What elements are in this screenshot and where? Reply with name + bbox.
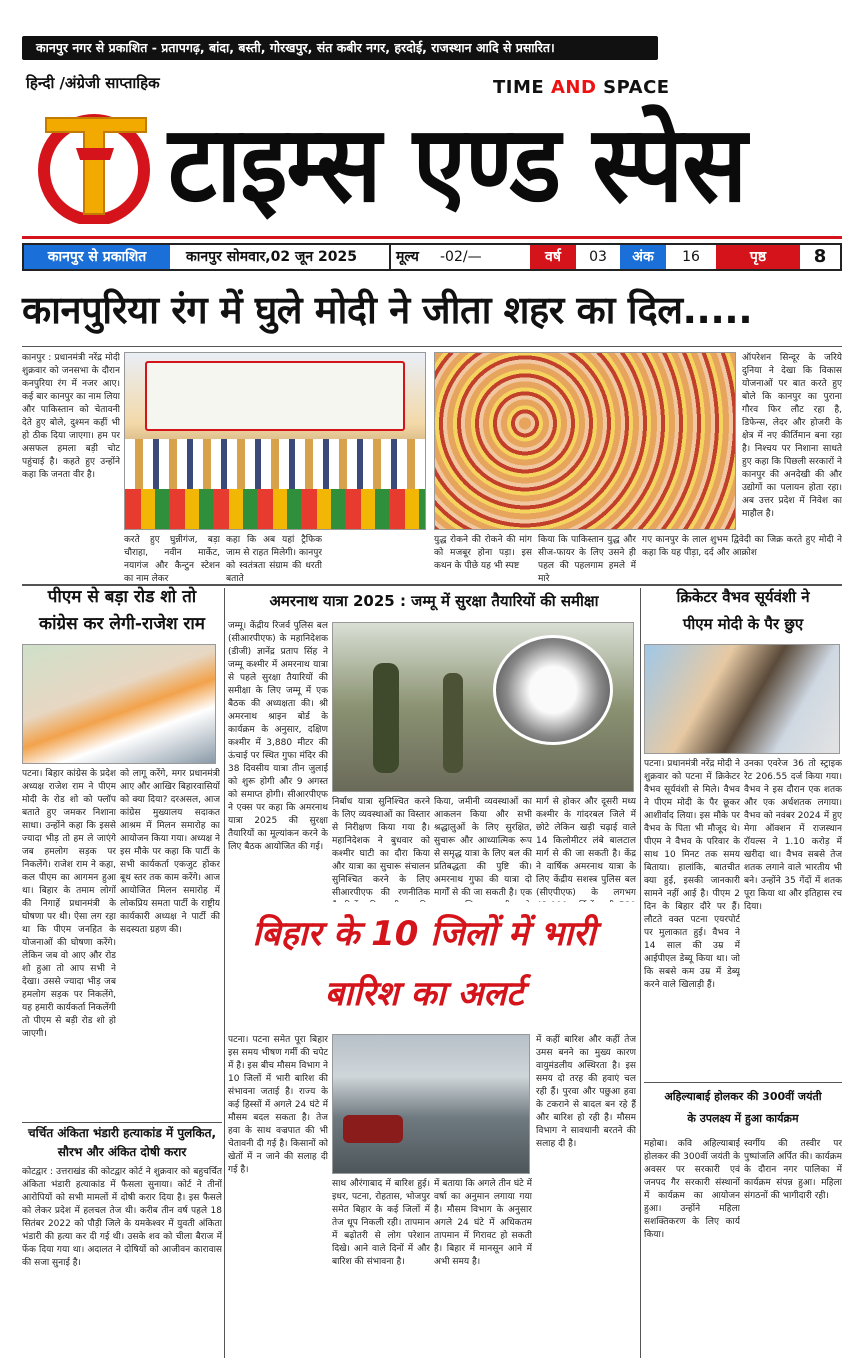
lead-col-4: युद्ध रोकने की रोकने की मांग को मजबूर होना पड़ा। इस कथन के पीछे यह भी स्पष्ट bbox=[434, 535, 532, 571]
ahilya-col-1: महोबा। कवि अहिल्याबाई होलकर की 300वीं जयंती के अवसर पर सरकारी एवं जनपद गैर सरकारी संस्थानों में कार्यक्रम का आयोजन हुआ। उन्होंने महिला सशक्तिकरण के लिए कार्य किया। bbox=[644, 1139, 740, 1240]
english-name-and: AND bbox=[550, 77, 597, 98]
lead-photo-rally-stage bbox=[124, 352, 426, 530]
english-name-time: TIME bbox=[493, 77, 551, 98]
page-value: 8 bbox=[813, 246, 827, 267]
vaibhav-title-line-2: पीएम मोदी के पैर छुए bbox=[682, 615, 804, 633]
lead-rule bbox=[22, 346, 842, 347]
ankita-title-line-2: सौरभ और अंकित दोषी करार bbox=[57, 1145, 187, 1159]
ankita-title-line-1: चर्चित अंकिता भंडारी हत्याकांड में पुलकित, bbox=[27, 1126, 216, 1140]
ankita-body: कोटद्वार : उत्तराखंड की कोटद्वार कोर्ट ने शुक्रवार को बहुचर्चित अंकिता भंडारी हत्याकांड में फैसला सुनाया। कोर्ट ने तीनों आरोपियों को सभी मामलों में दोषी करार दिया है। इस फैसले को लेकर प्रदेश में हलचल तेज थी। करीब तीन वर्ष पहले 18 सितंबर 2022 को पौड़ी जिले के यमकेश्वर में युवती अंकिता भंडारी की हत्या कर दी गई थी। उसके शव को चीला बैराज में फेंक दिया गया था। अदालत ने दोषियों को आजीवन कारावास की सजा सुनाई है। bbox=[22, 1167, 222, 1268]
lead-col-1: कानपुर : प्रधानमंत्री नरेंद्र मोदी शुक्रवार को जनसभा के दौरान कनपुरिया रंग में नजर आए। कई बार कानपुर का नाम लिया और पाकिस्तान को चेतावनी देते हुए बोले, दुश्मन कहीं भी हो ठीक दिया जाएगा। हम पर असफल हमला बड़ी चोट पहुंचाई है। कहते हुए उन्होंने कहा कि जनता वीर है। bbox=[22, 353, 120, 480]
masthead-title: टाइम्स एण्ड स्पेस bbox=[168, 102, 747, 226]
bihar-title bbox=[228, 904, 620, 1030]
english-name-space: SPACE bbox=[596, 77, 670, 98]
bihar-rain-photo bbox=[332, 1034, 530, 1174]
info-divider bbox=[389, 245, 391, 269]
top-bar: कानपुर नगर से प्रकाशित - प्रतापगढ़, बांदा, बस्ती, गोरखपुर, संत कबीर नगर, हरदोई, राजस्थान आदि से प्रसारित। bbox=[22, 36, 658, 60]
col-divider-left bbox=[224, 588, 225, 1358]
rajesh-photo bbox=[22, 644, 216, 764]
page-label: पृष्ठ bbox=[716, 245, 800, 269]
amarnath-col-4: मार्ग से होकर और दूसरी मध्य कश्मीर के गांदरबल जिले में छोटे लेकिन खड़ी चढ़ाई वाले 14 किलोमीटर लंबे बालटाल मार्ग से की जा सकती है। केंद्र ने वार्षिक अमरनाथ यात्रा के लिए केंद्रीय सशस्त्र पुलिस बल (सीएपीएफ) के लगभग bbox=[536, 797, 636, 898]
stage-banner bbox=[145, 361, 405, 431]
price-value: -02/— bbox=[440, 249, 482, 265]
ahilya-title-line-1: अहिल्याबाई होलकर की 300वीं जयंती bbox=[664, 1090, 822, 1103]
issue-label: अंक bbox=[620, 245, 666, 269]
lead-headline: कानपुरिया रंग में घुले मोदी ने जीता शहर का दिल..... bbox=[22, 288, 753, 332]
lead-col-2: करते हुए घुन्नीगंज, बड़ा चौराहा, नवीन मार्केट, नयागंज और कैन्टुन स्टेशन का नाम लेकर bbox=[124, 535, 220, 584]
ahilya-title-line-2: के उपलक्ष्य में हुआ कार्यक्रम bbox=[687, 1112, 799, 1125]
amarnath-col-2: निर्बाध यात्रा सुनिश्चित करने के लिए व्यवस्थाओं का विस्तार से निरीक्षण किया गया है। महानिदेशक ने बुधवार को कश्मीर घाटी का दौरा किया और यात्रा का सुचारू संचालन सुनिश्चित करने के लिए सीआरपीएफ की रणनीतिक bbox=[332, 797, 430, 898]
weekly-label: हिन्दी /अंग्रेजी साप्ताहिक bbox=[26, 74, 160, 92]
bihar-col-2: साथ औरंगाबाद में बारिश हुई। इधर, पटना, रोहतास, भोजपुर समेत बिहार के कई जिलों में तेज धूप निकली रही। तापमान में बढ़ोतरी से लोग परेशान दिखे। आने वाले दिनों में और बारिश की संभावना है। bbox=[332, 1179, 430, 1267]
rajesh-title-line-1: पीएम से बड़ा रोड शो तो bbox=[47, 587, 197, 607]
price-label: मूल्य bbox=[396, 249, 419, 265]
amarnath-photo bbox=[332, 622, 634, 792]
ahilya-rule bbox=[644, 1082, 842, 1083]
lead-col-5: किया कि पाकिस्तान युद्ध और सीज-फायर के लिए उसने ही पहल की पहलगाम हमले में मारे bbox=[538, 535, 636, 584]
bihar-col-3: में बताया कि अगले तीन घंटे में वर्षा का अनुमान लगाया गया है। मौसम विभाग के अनुसार अगले 24 घंटे में अधिकतम तापमान में गिरावट हो सकती है। बिहार में मानसून आने में अभी समय है। bbox=[434, 1179, 532, 1267]
ahilya-title bbox=[644, 1086, 842, 1134]
rajesh-col-2: को लागू करेंगे, मगर प्रधानमंत्री आए और आखिर बिहारवासियों को क्या दिया? दरअसल, आज कांग्रेस मुख्यालय सदाकत आश्रम में मिलन समारोह का आयोजन किया गया। अध्यक्ष ने इस मौके पर कहा कि पार्टी के सभी कार्यकर्ता एकजुट होकर बूथ स्तर तक काम करेंगे। आज आयोजित मिलन समारोह में लोकप्रिय समता पार्टी के राष्ट्रीय कार्यकारी अध्यक्ष ने पार्टी की सदस्यता ग्रहण की। bbox=[120, 769, 220, 935]
stage-flowers bbox=[125, 489, 425, 529]
vaibhav-col-1: पटना। प्रधानमंत्री नरेंद्र मोदी ने शुक्रवार को पटना में क्रिकेटर वैभव सूर्यवंशी से मिले। वैभव ने पीएम मोदी के पैर छूकर आशीर्वाद लिया। इस मौके पर वैभव के पिता भी मौजूद थे। पीएम ने वैभव के परिवार के साथ 10 मिनट तक समय बिताया। हालांकि, बातचीत क्या हुई, इसकी जानकारी सामने नहीं आई है। पीएम 2 दिन के बिहार दौरे पर हैं। लौटते वक्त पटना एयरपोर्ट पर मुलाकात हुई। वैभव ने 14 साल की उम्र में आईपीएल डेब्यू किया था। जो कि सबसे कम उम्र में डेब्यू करने वाले खिलाड़ी हैं। bbox=[644, 759, 740, 990]
vaibhav-col-2: उनका एवरेज 36 तो स्ट्राइक रेट 206.55 दर्ज किया गया। वैभव ने इस दौरान एक शतक और एक अर्धशतक लगाया। वैभव को नवंबर 2024 में हुए मेगा ऑक्शन में राजस्थान रॉयल्स ने 1.10 करोड़ में खरीदा था। वैभव सबसे तेज शतक लगाने वाले भारतीय भी बने। उन्होंने 35 गेंदों में शतक पूरा किया था और इतिहास रच दिया। bbox=[744, 759, 842, 912]
col-divider-right bbox=[640, 588, 641, 1358]
year-label: वर्ष bbox=[530, 245, 576, 269]
amarnath-title: अमरनाथ यात्रा 2025 : जम्मू में सुरक्षा तैयारियों की समीक्षा bbox=[269, 592, 599, 610]
lead-col-6: ऑपरेशन सिन्दूर के जरिये दुनिया ने देखा कि विकास योजनाओं पर बात करते हुए बोले कि कानपुर का पुराना गौरव फिर लौट रहा है, डिफेन्स, लेदर और होजरी के क्षेत्र में नए कीर्तिमान बना रहा है। निश्चय पर निशाना साधते हुए कहा कि पिछली सरकारों ने कानपुर की अनदेखी की और उद्योगों का पलायन होता रहा। अब उत्तर प्रदेश में निवेश का माहौल है। bbox=[742, 353, 842, 519]
lead-col-7: गए कानपुर के लाल शुभम द्विवेदी का जिक्र करते हुए मोदी ने कहा कि यह पीड़ा, दर्द और आक्रोश bbox=[642, 535, 842, 558]
amarnath-col-3: किया, जमीनी व्यवस्थाओं का आकलन किया और सभी श्रद्धालुओं के लिए सुरक्षित, सुचारू और आध्यात्मिक रूप से समृद्ध यात्रा के लिए बल की प्रतिबद्धता की पुष्टि की। अमरनाथ गुफा की यात्रा दो मार्गों से की जा सकती है। एक bbox=[434, 797, 532, 898]
issue-date: कानपुर सोमवार,02 जून 2025 bbox=[186, 249, 357, 265]
rajesh-title bbox=[22, 584, 222, 640]
issue-value: 16 bbox=[682, 249, 700, 265]
soldier-figure bbox=[373, 663, 399, 773]
ahilya-col-2: स्वर्गीय की तस्वीर पर पुष्पांजलि अर्पित की। कार्यक्रम के दौरान नगर पालिका में कार्यक्रम संपन्न हुआ। महिला संगठनों की भागीदारी रही। bbox=[744, 1139, 842, 1201]
car-figure bbox=[343, 1115, 403, 1143]
bihar-title-line-2: बारिश का अलर्ट bbox=[324, 974, 524, 1014]
newspaper-logo bbox=[36, 108, 158, 224]
vaibhav-photo bbox=[644, 644, 840, 754]
rajesh-col-1: पटना। बिहार कांग्रेस के प्रदेश अध्यक्ष राजेश राम ने पीएम मोदी के रोड शो को फ्लॉप बताते हुए जमकर निशाना साधा। उन्होंने कहा कि इससे ज्यादा भीड़ तो हम ले जाएंगे जब हमलोग सड़क पर निकलेंगे। राजेश राम ने कहा, कल पीएम का आगमन हुआ था। बिहार के तमाम लोगों की निगाहें प्रधानमंत्री के घोषणा पर थी। ऐसा लग रहा था कि पीएम जनहित के योजनाओं की घोषणा करेंगे। लेकिन जब वो आए और रोड शो हुआ तो आप सभी ने देखा। उससे ज्यादा भीड़ जब हमलोग सड़क पर निकलेंगे, यह हमारी कार्यकर्ता निकलेंगी तो पीएम से बड़ी रोड शो हो जाएगी। bbox=[22, 769, 116, 1039]
rajesh-title-line-2: कांग्रेस कर लेगी-राजेश राम bbox=[39, 614, 205, 634]
vaibhav-title-line-1: क्रिकेटर वैभव सूर्यवंशी ने bbox=[676, 588, 810, 606]
lead-col-3: कहा कि अब यहां ट्रैफिक जाम से राहत मिलेगी। कानपुर को स्वतंत्रता संग्राम की धरती बताते bbox=[226, 535, 322, 584]
stage-people bbox=[125, 439, 425, 489]
soldier-figure bbox=[443, 673, 463, 773]
bihar-col-1: पटना। पटना समेत पूरा बिहार इस समय भीषण गर्मी की चपेट में है। इस बीच मौसम विभाग ने 10 जिलों में भारी बारिश की संभावना जताई है। राज्य के कई हिस्सों में अगले 24 घंटे में मौसम बदल सकता है। तेज हवा के साथ वज्रपात की भी चेतावनी दी गई है। किसानों को खेतों में न जाने की सलाह दी गई है। bbox=[228, 1035, 328, 1175]
published-badge: कानपुर से प्रकाशित bbox=[24, 245, 170, 269]
ankita-title bbox=[22, 1124, 222, 1164]
bihar-col-4: में कहीं बारिश और कहीं तेज उमस बनने का मुख्य कारण वायुमंडलीय अस्थिरता है। इस समय दो तरह की हवाएं चल रही हैं। पुरवा और पछुआ हवा के टकराने से बादल बन रहे हैं और बारिश हो रही है। मौसम विभाग ने सावधानी बरतने की सलाह दी है। bbox=[536, 1035, 636, 1149]
masthead-divider bbox=[22, 236, 842, 239]
lead-photo-crowd bbox=[434, 352, 736, 530]
ankita-rule bbox=[22, 1122, 222, 1123]
year-value: 03 bbox=[589, 249, 607, 265]
vaibhav-title bbox=[644, 584, 842, 640]
info-bar bbox=[22, 243, 842, 271]
amarnath-col-1: जम्मू। केंद्रीय रिजर्व पुलिस बल (सीआरपीएफ) के महानिदेशक (डीजी) ज्ञानेंद्र प्रताप सिंह ने जम्मू कश्मीर में अमरनाथ यात्रा से पहले सुरक्षा तैयारियों की समीक्षा के लिए जम्मू में एक बैठक की अध्यक्षता की। श्री अमरनाथ श्राइन बोर्ड के कार्यक्रम के अनुसार, दक्षिण कश्मीर में 3,880 मीटर की ऊंचाई पर स्थित गुफा मंदिर की 38 दिवसीय यात्रा तीन जुलाई को शुरू होगी और 9 अगस्त को समाप्त होगी। सीआरपीएफ ने एक्स पर कहा कि अमरनाथ यात्रा 2025 की सुरक्षा तैयारियों का मूल्यांकन करने के लिए बैठक आयोजित की गई। bbox=[228, 621, 328, 852]
shivling-inset bbox=[493, 635, 613, 745]
bihar-title-line-1: बिहार के 10 जिलों में भारी bbox=[252, 914, 596, 954]
